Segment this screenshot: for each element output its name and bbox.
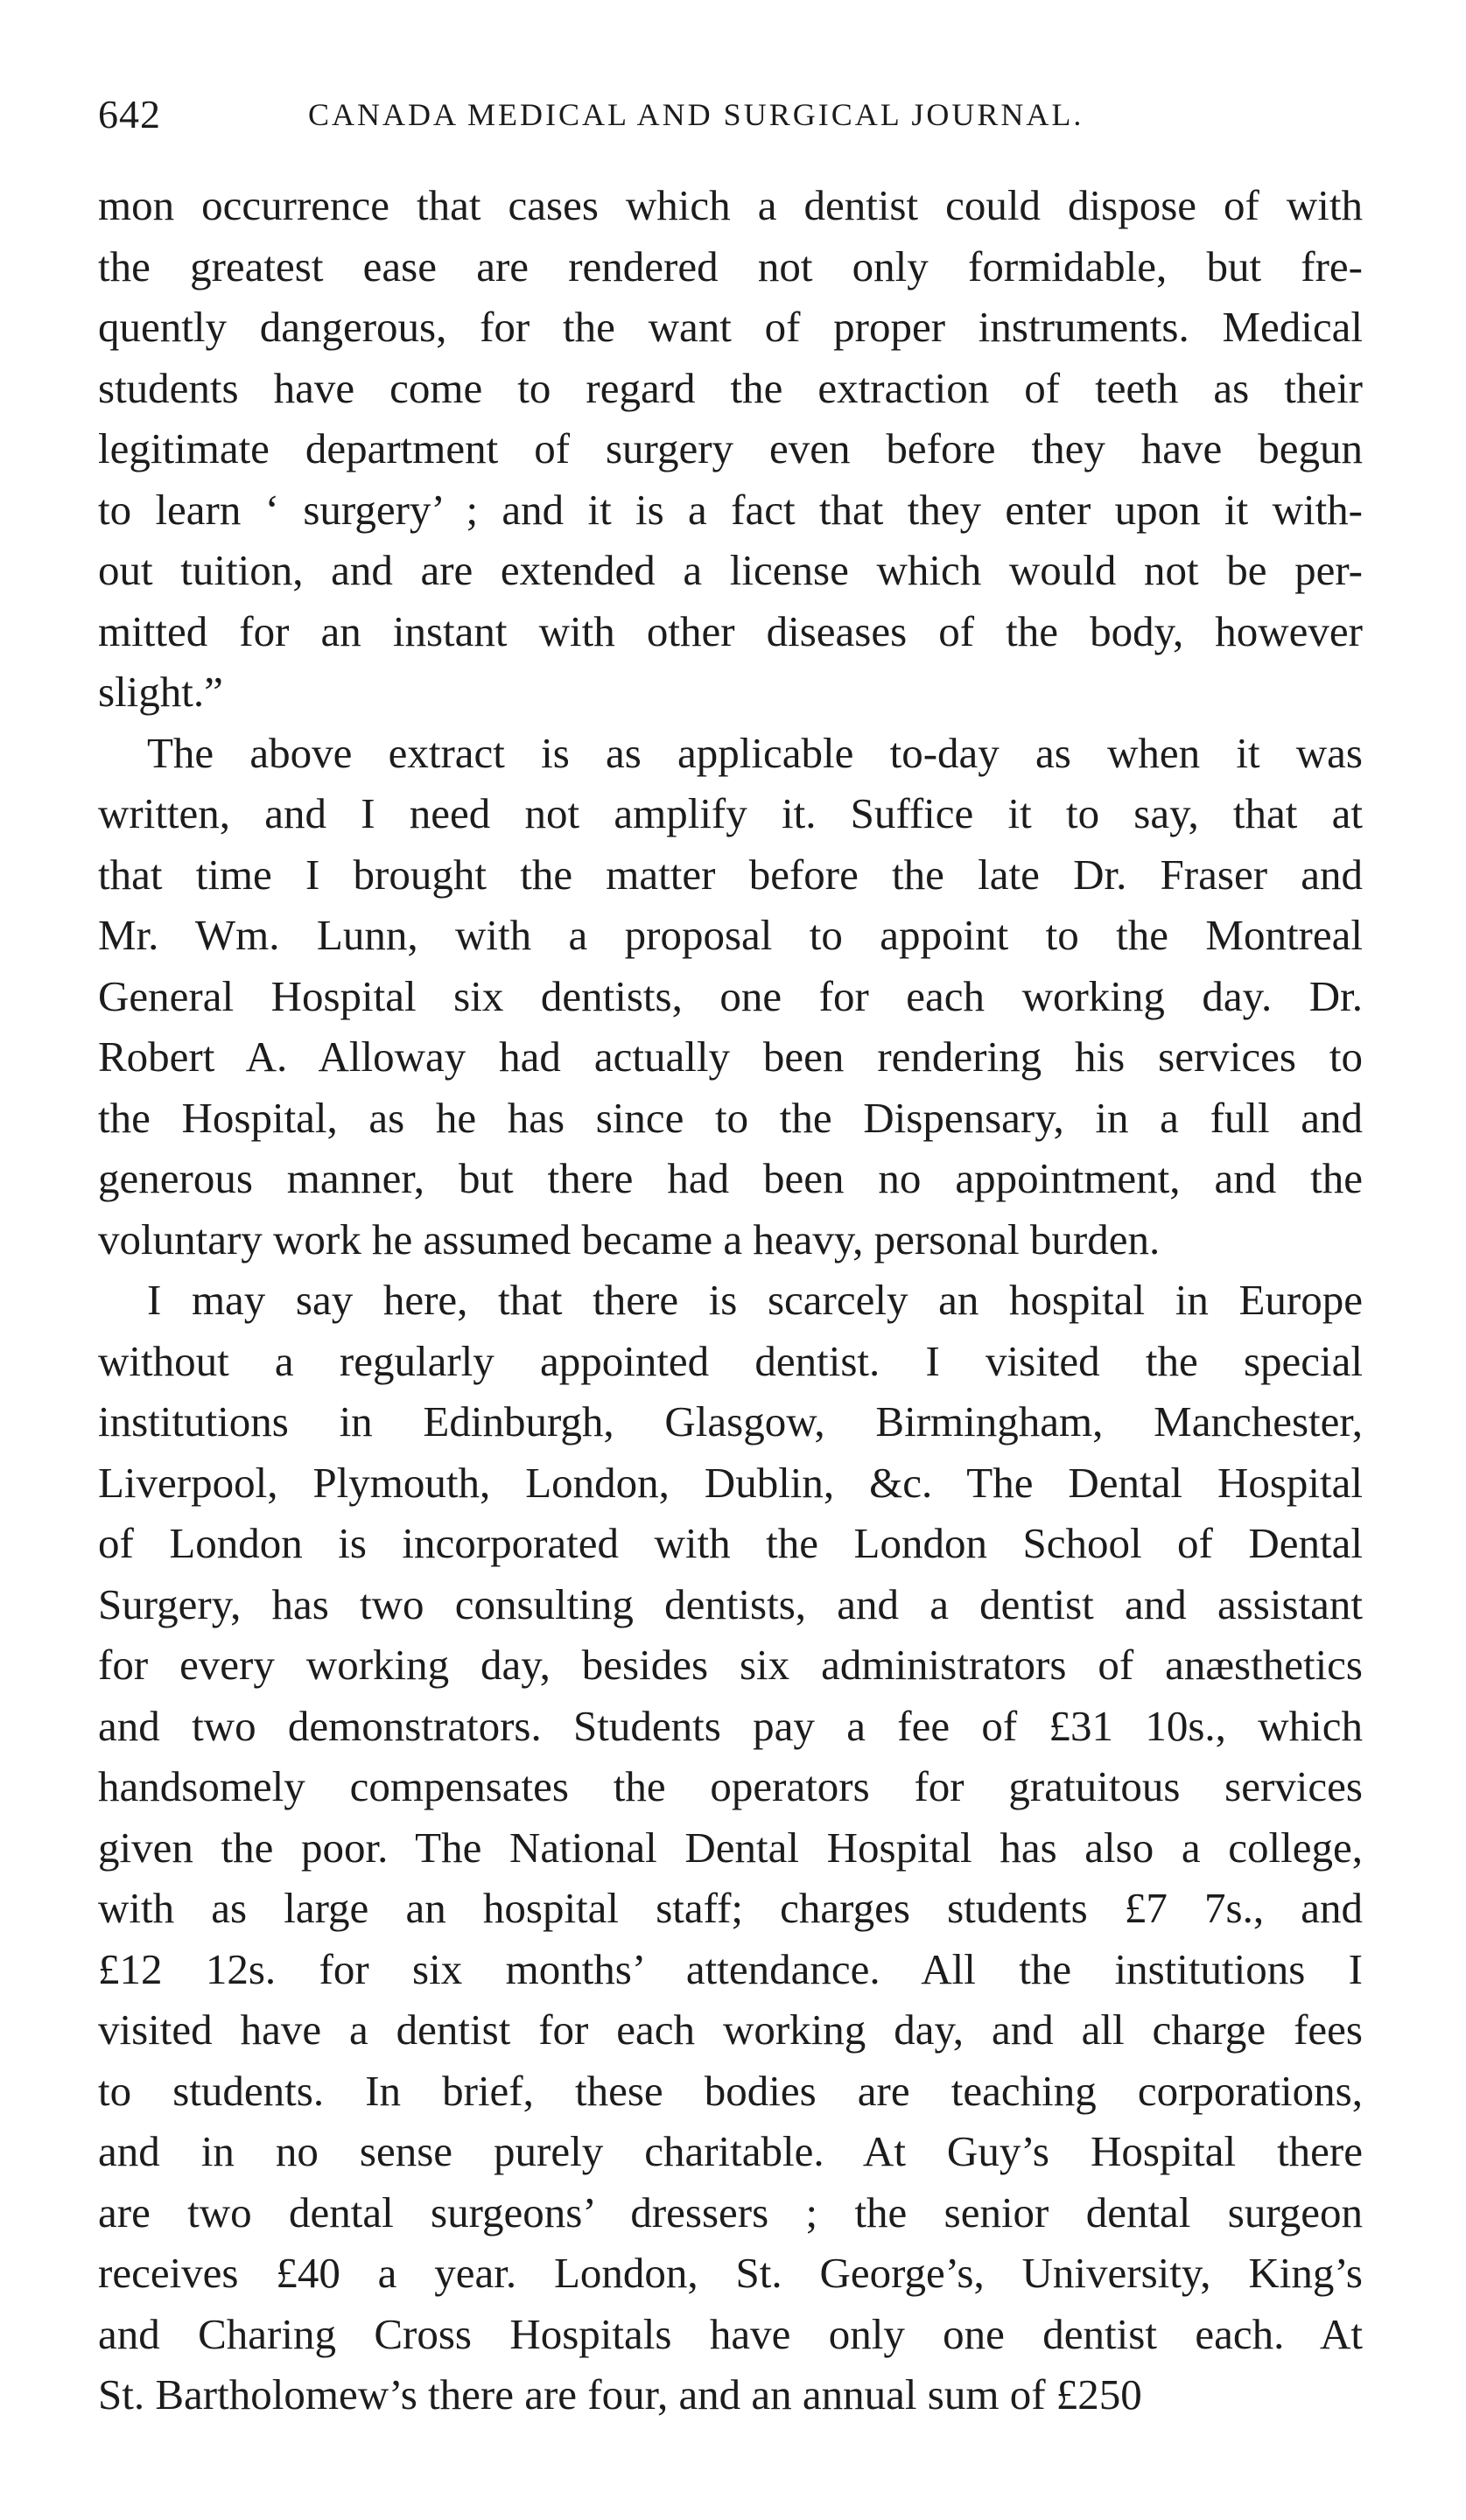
text-line: given the poor. The National Dental Hospital has also a college, xyxy=(98,1823,1363,1872)
article-body xyxy=(98,175,1363,2426)
text-line: mitted for an instant with other diseases of the body, however xyxy=(98,606,1363,655)
text-line: Mr. Wm. Lunn, with a proposal to appoint to the Montreal xyxy=(98,911,1363,959)
text-line: General Hospital six dentists, one for each working day. Dr. xyxy=(98,971,1363,1020)
text-line: Surgery, has two consulting dentists, and a dentist and assistant xyxy=(98,1579,1363,1628)
text-line: receives £40 a year. London, St. George’s, University, King’s xyxy=(98,2249,1363,2297)
text-line: the Hospital, as he has since to the Dispensary, in a full and xyxy=(98,1093,1363,1142)
text-line: with as large an hospital staff; charges students £7 7s., and xyxy=(98,1884,1363,1932)
paragraph xyxy=(98,175,1363,723)
text-line: £12 12s. for six months’ attendance. All the institutions I xyxy=(98,1944,1363,1993)
running-head xyxy=(98,91,1363,144)
text-line: Robert A. Alloway had actually been rendering his services to xyxy=(98,1032,1363,1081)
text-line: voluntary work he assumed became a heavy, personal burden. xyxy=(98,1214,1161,1264)
text-line: slight.” xyxy=(98,668,223,716)
page-number: 642 xyxy=(98,92,161,136)
text-line: written, and I need not amplify it. Suffice it to say, that at xyxy=(98,789,1363,837)
text-line: institutions in Edinburgh, Glasgow, Birmingham, Manchester, xyxy=(98,1397,1363,1446)
text-line: and two demonstrators. Students pay a fee of £31 10s., which xyxy=(98,1701,1363,1750)
text-line: that time I brought the matter before the late Dr. Fraser and xyxy=(98,850,1363,899)
text-line: visited have a dentist for each working day, and all charge fees xyxy=(98,2006,1363,2054)
text-line: and in no sense purely charitable. At Guy’s Hospital there xyxy=(98,2127,1363,2175)
text-line: out tuition, and are extended a license which would not be per- xyxy=(98,546,1363,594)
text-line: students have come to regard the extraction of teeth as their xyxy=(98,363,1363,412)
text-line: I may say here, that there is scarcely an hospital in Europe xyxy=(147,1276,1363,1324)
text-line: Liverpool, Plymouth, London, Dublin, &c. The Dental Hospital xyxy=(98,1458,1363,1507)
text-line: and Charing Cross Hospitals have only one dentist each. At xyxy=(98,2309,1363,2358)
text-line: to learn ‘ surgery’ ; and it is a fact that they enter upon it with- xyxy=(98,485,1363,534)
text-line: of London is incorporated with the London School of Dental xyxy=(98,1519,1363,1567)
text-line: without a regularly appointed dentist. I visited the special xyxy=(98,1336,1363,1385)
text-line: legitimate department of surgery even before they have begun xyxy=(98,424,1363,472)
text-line: mon occurrence that cases which a dentist could dispose of with xyxy=(98,181,1363,229)
text-line: the greatest ease are rendered not only formidable, but fre- xyxy=(98,242,1363,290)
paragraph xyxy=(98,1270,1363,2426)
text-line: to students. In brief, these bodies are teaching corporations, xyxy=(98,2066,1363,2115)
text-line: for every working day, besides six administrators of anæsthetics xyxy=(98,1641,1363,1689)
text-line: The above extract is as applicable to-day as when it was xyxy=(147,728,1363,777)
text-line: are two dental surgeons’ dressers ; the senior dental surgeon xyxy=(98,2188,1363,2236)
journal-title: CANADA MEDICAL AND SURGICAL JOURNAL. xyxy=(308,97,1084,132)
paragraph xyxy=(98,723,1363,1270)
text-line: handsomely compensates the operators for gratuitous services xyxy=(98,1762,1363,1810)
text-line: quently dangerous, for the want of proper instruments. Medical xyxy=(98,303,1363,351)
text-line: generous manner, but there had been no appointment, and the xyxy=(98,1154,1363,1202)
text-line: St. Bartholomew’s there are four, and an annual sum of £250 xyxy=(98,2370,1142,2418)
